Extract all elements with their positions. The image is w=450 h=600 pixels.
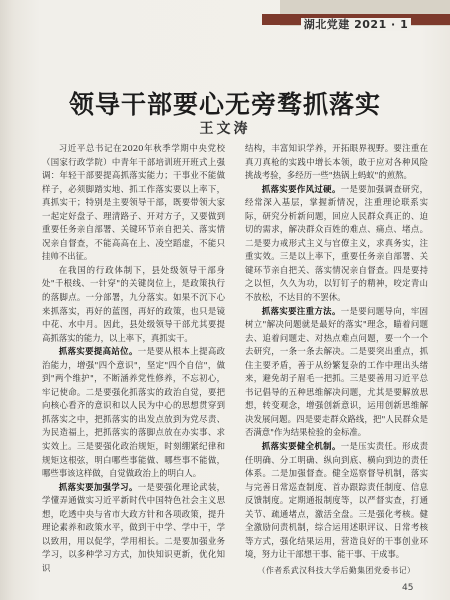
paragraph-heading: 抓落实要健全机制。	[261, 441, 341, 452]
article-paragraph	[42, 481, 225, 576]
header-section-label	[262, 16, 450, 31]
page-number: 45	[402, 583, 414, 593]
paragraph-text: 一是要加强调查研究，经常深入基层，掌握新情况，注重理论联系实际，研究分析新问题，回应人民群众真正的、迫切的需求，解决群众百姓的难点、痛点、堵点。二是要力戒形式主义与官僚主义，求真务实，注重实效。三是以上率下，重要任务亲自部署、关键环节亲自把关、落实情况亲自督查。四是要持之以恒，久久为功，以钉钉子的精神，咬定青山不放松，不达目的不罢休。	[245, 183, 428, 303]
article-paragraph	[245, 440, 428, 562]
header-bar	[262, 14, 450, 31]
article-paragraph	[245, 142, 428, 183]
paragraph-heading: 抓落实要提高站位。	[58, 346, 138, 357]
paragraph-text: 在我国的行政体制下，县处级领导干部身处"千根线、一针穿"的关键岗位上，是政策执行的落脚点。一分部署，九分落实。如果不沉下心来抓落实，再好的蓝图，再好的政策，也只是镜中花、水中月。因此，县处级领导干部尤其要提高抓落实的能力，以上率下，真抓实干。	[42, 264, 225, 343]
paragraph-heading: 抓落实要注重方法。	[261, 305, 341, 316]
article-paragraph	[42, 345, 225, 480]
article-paragraph	[245, 564, 428, 578]
left-column	[42, 142, 225, 582]
paragraph-text: （作者系武汉科技大学后勤集团党委书记）	[257, 565, 416, 575]
paragraph-heading: 抓落实要加强学习。	[58, 481, 138, 492]
paragraph-text: 习近平总书记在2020年秋季学期中央党校（国家行政学院）中青年干部培训班开班式上强调：年轻干部要提高抓落实能力；干事业不能做样子，必须脚踏实地、抓工作落实要以上率下，真抓实干；特别是主要领导干部，既要带领大家一起定好盘子、理清路子、开对方子，又要做到重要任务亲自部署、关键环节亲自把关、落实情况亲自督查，不能高高在上、凌空蹈虚，不能只挂帅不出征。	[42, 143, 225, 262]
article-author: 王文涛	[199, 121, 251, 137]
paragraph-heading: 抓落实要作风过硬。	[261, 183, 341, 194]
article-paragraph	[42, 142, 225, 264]
paragraph-text: 一是要问题导向，牢固树立"解决问题就是最好的落实"理念，瞄着问题去、追着问题走、对热点难点问题，要一个一个去研究，一条一条去解决。二是要突出重点，抓住主要矛盾，善于从纷繁复杂的工作中理出头绪来，避免胡子眉毛一把抓。三是要善用习近平总书记倡导的五种思维解决问题，尤其是要解放思想，转变观念，增强创新意识，运用创新思维解决发展问题。四是要走群众路线，把"人民群众是否满意"作为结果检验的金标准。	[245, 305, 428, 438]
paragraph-text: 一是压实责任。形成责任明确、分工明确、纵向到底、横向到边的责任体系。二是加强督查。健全巡察督导机制，落实与完善日常巡查制度、首办跟踪责任制度、信息反馈制度。定期通报制度等，以严督实查，打通关节、疏通堵点，激活全盘。三是强化考核。健全激励问责机制，综合运用述职评议、日常考核等方式，强化结果运用，营造良好的干事创业环境，努力让干部想干事、能干事、干成事。	[245, 441, 428, 560]
paragraph-text: 一是要从根本上提高政治能力，增强"四个意识"，坚定"四个自信"，做到"两个维护"，不断涵养党性修养，不忘初心，牢记使命。二是要强化抓落实的政治自觉，要把向核心看齐的意识和以人民为中心的思想贯穿到抓落实之中，把抓落实的出发点放到为党尽责、为民造福上，把抓落实的落脚点放在办实事、求实效上。三是要强化政治规矩，时刻绷紧纪律和规矩这根弦，明白哪些事能做、哪些事不能做，哪些事该这样做，自觉做政治上的明白人。	[42, 346, 225, 479]
article-paragraph	[245, 183, 428, 305]
article-paragraph	[42, 264, 225, 345]
paragraph-text: 一是要强化理论武装，学懂弄通做实习近平新时代中国特色社会主义思想，吃透中央与省市大政方针和各项政策，提升理论素养和政策水平，做到干中学、学中干，学以致用，用以促学，学用相长。二是要加强业务学习，以多种学习方式，加快知识更新，优化知识	[42, 481, 225, 573]
article-paragraph	[245, 305, 428, 440]
right-column	[245, 142, 428, 582]
header-section-text: 湖北党建 2021 · 1	[301, 18, 411, 31]
paragraph-text: 结构，丰富知识学养，开拓眼界视野。要注重在真刀真枪的实践中增长本领，敢于应对各种风险挑战考验，多经历一些"热锅上蚂蚁"的煎熬。	[245, 143, 428, 181]
article-title: 领导干部要心无旁骛抓落实	[68, 89, 381, 119]
